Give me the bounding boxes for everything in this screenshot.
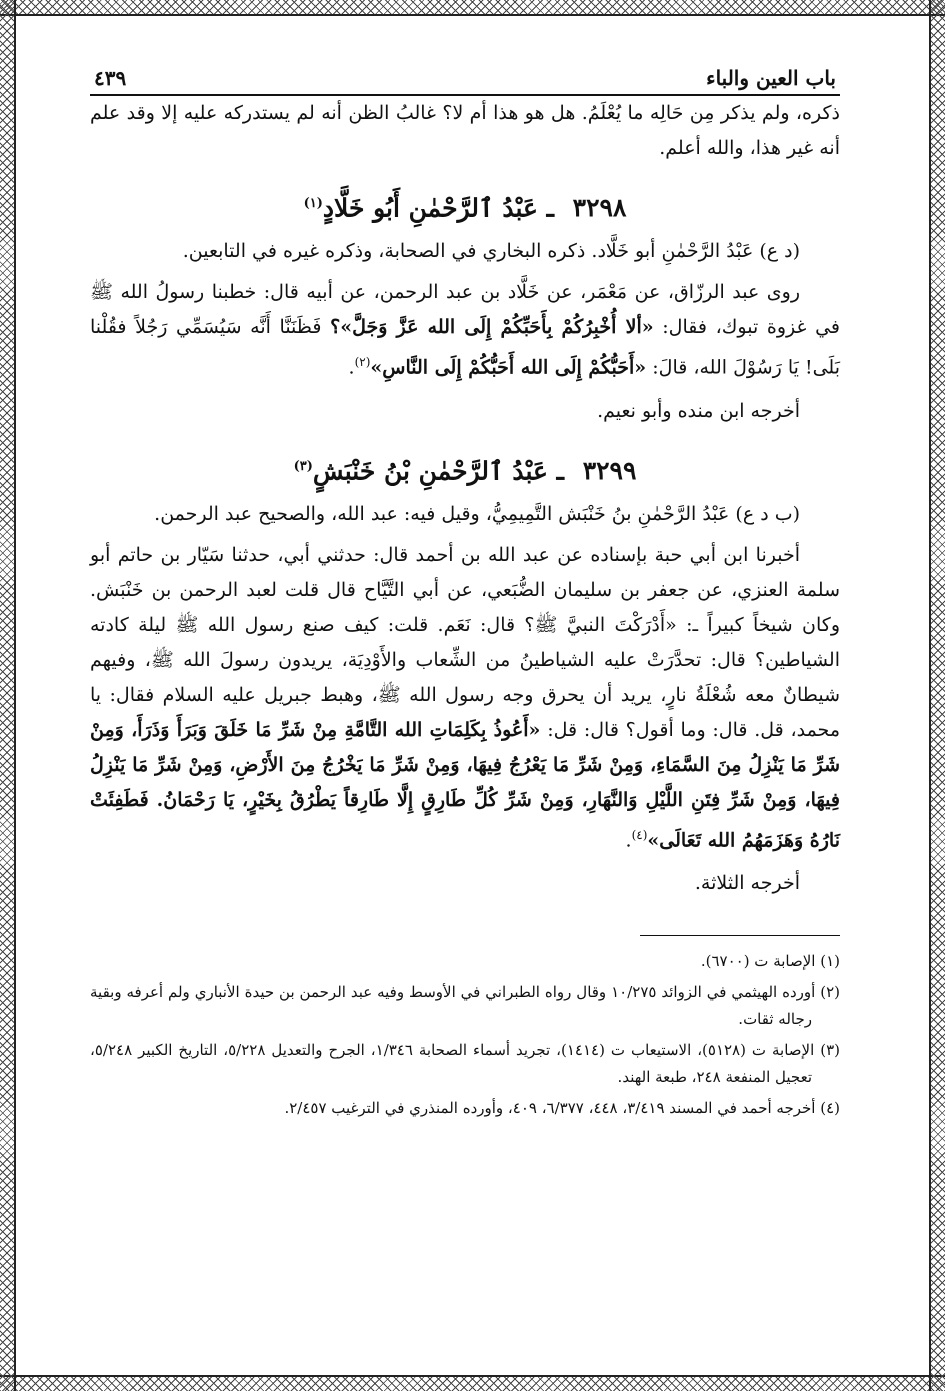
running-header xyxy=(90,62,840,96)
hadith-quote: «أَحَبُّكُمْ إِلَى الله أَحَبُّكُمْ إِلَى النَّاسِ» xyxy=(370,356,647,379)
footnote-item: (٢) أورده الهيثمي في الزوائد ١٠/٢٧٥ وقال رواه الطبراني في الأوسط وفيه عبد الرحمن بن حيدة الأنباري ولم أعرفه وبقية رجاله ثقات. xyxy=(90,983,840,1029)
footnote-item: (٤) أخرجه أحمد في المسند ٣/٤١٩، ٤٤٨، ٦/٣٧٧، ٤٠٩، وأورده المنذري في الترغيب ٢/٤٥٧. xyxy=(284,1099,840,1118)
footnotes xyxy=(90,948,840,1122)
entry-number: ٣٢٩٩ xyxy=(582,455,637,485)
hadith-isnad: روى عبد الرزّاق، عن مَعْمَر، عن خَلَّاد بن عبد الرحمن، عن أبيه قال: خطبنا رسولُ الله ﷺ في غزوة تبوك، فقال: xyxy=(90,281,841,339)
page-number: ٤٣٩ xyxy=(94,66,127,90)
intro-paragraph: ذكره، ولم يذكر مِن حَالِه ما يُعْلَمُ. هل هو هذا أم لا؟ غالبُ الظن أنه لم يستدركه عليه إلا وقد علم أنه غير هذا، والله أعلم. xyxy=(90,102,840,159)
left-ornamental-border xyxy=(0,0,16,1391)
entry-title: عَبْدُ ٱلرَّحْمٰنِ أَبُو خَلَّادٍ xyxy=(322,193,538,223)
hadith-paragraph: روى عبد الرزّاق، عن مَعْمَر، عن خَلَّاد بن عبد الرحمن، عن أبيه قال: خطبنا رسولُ الله ﷺ في غزوة تبوك، فقال: «ألا أُخْبِرُكُمْ بِأَحَبِّكُمْ إِلَى الله عَزَّ وَجَلَّ»؟ فَظَنَنَّا أَنَّه سَيُسَمِّي رَجُلاً فقُلْنا بَلَى! يَا رَسُوْلَ الله، قالَ: «أَحَبُّكُمْ إِلَى الله أَحَبُّكُمْ إِلَى النَّاسِ»$^{(٢)}$. xyxy=(90,281,841,379)
entry-paragraph: (ب د ع) عَبْدُ الرَّحْمٰنِ بنُ خَنْبَش التَّمِيمِيُّ، وقيل فيه: عبد الله، والصحيح عبد الرحمن. xyxy=(154,502,800,525)
hadith-text: فَظَنَنَّا أَنَّه سَيُسَمِّي رَجُلاً فقُلْنا بَلَى! يَا رَسُوْلَ الله، قالَ: xyxy=(90,316,840,379)
page-content xyxy=(90,62,840,1126)
entry-title: عَبْدُ ٱلرَّحْمٰنِ بْنُ خَنْبَشٍ xyxy=(312,455,548,485)
footnote-item: (١) الإصابة ت (٦٧٠٠). xyxy=(700,952,840,971)
footnote-mark: (٣) xyxy=(293,458,313,474)
footnote-mark: (١) xyxy=(303,196,323,211)
footnote-item: (٣) الإصابة ت (٥١٢٨)، الاستيعاب ت (١٤١٤)، تجريد أسماء الصحابة ١/٣٤٦، الجرح والتعديل ٥/٢٢٨، التاريخ الكبير ٥/٢٤٨، تعجيل المنفعة ٢٤٨، طبعة الهند. xyxy=(90,1041,840,1087)
top-ornamental-border xyxy=(0,0,945,16)
hadith-quote: «أَعُوذُ بِكَلِمَاتِ الله التَّامَّةِ مِنْ شَرِّ مَا خَلَقَ وَبَرَأَ وَذَرَأَ، وَمِنْ شَرِّ مَا يَنْزِلُ مِنَ السَّمَاءِ، وَمِنْ شَرِّ مَا يَعْرُجُ فِيهَا، وَمِنْ شَرِّ مَا يَخْرُجُ مِنَ الأَرْضِ، وَمِنْ شَرِّ مَا يَنْزِلُ فِيهَا، وَمِنْ شَرِّ فِتَنِ اللَّيْلِ وَالنَّهَارِ، وَمِنْ شَرِّ كُلِّ طَارِقٍ إِلَّا طَارِقاً يَطْرُقُ بِخَيْرٍ، يَا رَحْمَانُ. فَطَفِئَتْ نَارُهُ وَهَزَمَهُمُ الله تَعَالَى» xyxy=(90,718,840,852)
takhrij-line: أخرجه الثلاثة. xyxy=(694,872,800,895)
entry-paragraph: (د ع) عَبْدُ الرَّحْمٰنِ أبو خَلَّاد. ذكره البخاري في الصحابة، وذكره غيره في التابعين. xyxy=(182,240,800,263)
right-ornamental-border xyxy=(929,0,945,1391)
hadith-paragraph: أخبرنا ابن أبي حبة بإسناده عن عبد الله بن أحمد قال: حدثني أبي، حدثنا سَيّار بن حاتم أبو سلمة العنزي، عن جعفر بن سليمان الضُّبَعي، عن أبي التَّيَّاح قال قلت لعبد الرحمن بن خَنْبَش. وكان شيخاً كبيراً ـ: «أَدْرَكْتَ النبيَّ ﷺ؟ قال: نَعَم. قلت: كيف صنع رسول الله ﷺ ليلة كادته الشياطين؟ قال: تحدَّرَتْ عليه الشياطينُ من الشِّعاب والأَوْدِيَة، يريدون رسولَ الله ﷺ، وفيهم شيطانٌ معه شُعْلَةُ نارٍ، يريد أن يحرق وجه رسول الله ﷺ، وهبط جبريل عليه السلام فقال: يا محمد، قل. قال: وما أقول؟ قال: قل: «أَعُوذُ بِكَلِمَاتِ الله التَّامَّةِ مِنْ شَرِّ مَا خَلَقَ وَبَرَأَ وَذَرَأَ، وَمِنْ شَرِّ مَا يَنْزِلُ مِنَ السَّمَاءِ، وَمِنْ شَرِّ مَا يَعْرُجُ فِيهَا، وَمِنْ شَرِّ مَا يَخْرُجُ مِنَ الأَرْضِ، وَمِنْ شَرِّ مَا يَنْزِلُ فِيهَا، وَمِنْ شَرِّ فِتَنِ اللَّيْلِ وَالنَّهَارِ، وَمِنْ شَرِّ كُلِّ طَارِقٍ إِلَّا طَارِقاً يَطْرُقُ بِخَيْرٍ، يَا رَحْمَانُ. فَطَفِئَتْ نَارُهُ وَهَزَمَهُمُ الله تَعَالَى»$^{(٤)}$. xyxy=(90,543,840,852)
footnote-separator xyxy=(640,935,840,936)
entry-heading-3298: ٣٢٩٨ ـ عَبْدُ ٱلرَّحْمٰنِ أَبُو خَلَّادٍ$^{(١)}$ xyxy=(303,193,627,223)
hadith-isnad: أخبرنا ابن أبي حبة بإسناده عن عبد الله بن أحمد قال: حدثني أبي، حدثنا سَيّار بن حاتم أبو سلمة العنزي، عن جعفر بن سليمان الضُّبَعي، عن أبي التَّيَّاح قال قلت لعبد الرحمن بن خَنْبَش. وكان شيخاً كبيراً ـ: «أَدْرَكْتَ النبيَّ ﷺ؟ قال: نَعَم. قلت: كيف صنع رسول الله ﷺ ليلة كادته الشياطين؟ قال: تحدَّرَتْ عليه الشياطينُ من الشِّعاب والأَوْدِيَة، يريدون رسولَ الله ﷺ، وفيهم شيطانٌ معه شُعْلَةُ نارٍ، يريد أن يحرق وجه رسول الله ﷺ، وهبط جبريل عليه السلام فقال: يا محمد، قل. قال: وما أقول؟ قال: قل: xyxy=(90,543,840,741)
chapter-title: باب العين والباء xyxy=(706,66,836,90)
bottom-ornamental-border xyxy=(0,1375,945,1391)
footnote-mark: (٤) xyxy=(631,827,648,842)
hadith-quote: «ألا أُخْبِرُكُمْ بِأَحَبِّكُمْ إِلَى الله عَزَّ وَجَلَّ»؟ xyxy=(330,316,654,339)
entry-heading-3299: ٣٢٩٩ ـ عَبْدُ ٱلرَّحْمٰنِ بْنُ خَنْبَشٍ$^{(٣)}$ xyxy=(293,455,637,485)
footnote-mark: (٢) xyxy=(354,355,371,370)
entry-number: ٣٢٩٨ xyxy=(572,193,627,223)
takhrij-line: أخرجه ابن منده وأبو نعيم. xyxy=(597,399,800,422)
main-text xyxy=(90,96,840,901)
